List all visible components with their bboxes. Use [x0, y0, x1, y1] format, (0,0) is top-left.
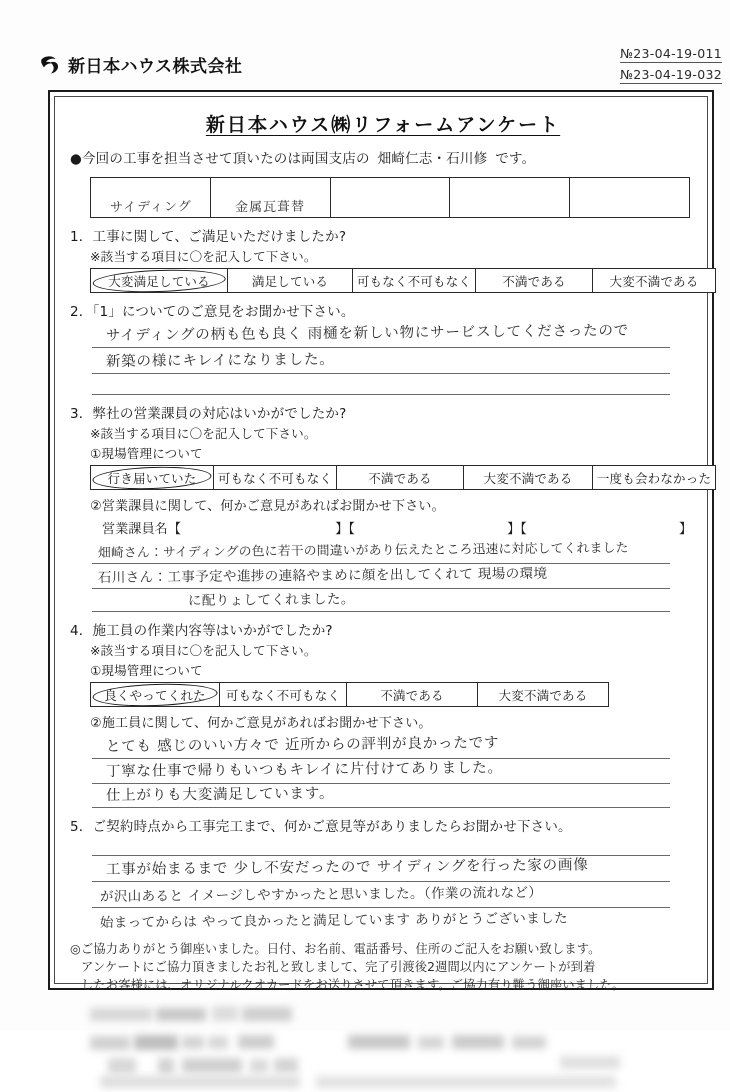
- footer-note: [70, 941, 698, 994]
- answer-line: [92, 882, 670, 908]
- q3-option-2-label: 不満である: [368, 470, 432, 486]
- q1-option-1[interactable]: [228, 269, 353, 293]
- redacted-block: [418, 1036, 444, 1049]
- intro-line: [70, 147, 698, 167]
- q4-option-2-label: 不満である: [380, 687, 444, 703]
- question-4-answer[interactable]: [92, 734, 698, 808]
- question-3-text: 弊社の営業課員の対応はいかがでしたか?: [92, 406, 347, 422]
- redacted-block: [156, 1008, 206, 1021]
- footer-note-line-3: したお客様には、オリジナルクオカードをお送りさせて頂きます。ご協力有り難う御座いました。: [81, 977, 625, 992]
- q4-option-1[interactable]: [220, 683, 347, 707]
- question-3-sub2: ②営業課員に関して、何かご意見があればお聞かせ下さい。: [90, 499, 445, 514]
- document-number-2: №23-04-19-032: [619, 67, 722, 82]
- company-logo-mark-icon: [38, 53, 61, 76]
- question-5-heading: [70, 815, 698, 835]
- company-brand: [38, 52, 243, 77]
- redacted-block: [238, 1035, 274, 1049]
- question-1-number: 1．: [70, 229, 93, 245]
- redacted-block: [182, 1036, 204, 1049]
- q3-option-3-label: 大変不満である: [483, 470, 573, 486]
- answer-line: [92, 784, 670, 808]
- table-row: [91, 269, 716, 293]
- answer-line: [92, 589, 670, 612]
- q1-option-1-label: 満足している: [251, 273, 329, 289]
- question-5-number: 5．: [70, 819, 93, 835]
- work-item-cell-5[interactable]: [570, 178, 690, 218]
- question-5-answer[interactable]: [92, 837, 698, 933]
- q4-answer-line-3: 仕上がりも大変満足しています。: [105, 785, 335, 805]
- q4-option-0[interactable]: [91, 683, 220, 707]
- question-4-options-table: [90, 682, 609, 707]
- answer-line: [92, 348, 670, 374]
- q1-option-0-label: 大変満足している: [108, 273, 210, 289]
- footer-note-line-2: アンケートにご協力頂きましたお礼と致しまして、完了引渡後2週間以内にアンケートが到着: [81, 959, 596, 974]
- q4-answer-line-2: 丁寧な仕事で帰りもいつもキレイに片付けてありました。: [105, 760, 503, 781]
- q1-option-3[interactable]: [476, 269, 593, 293]
- intro-text-before: 今回の工事を担当させて頂いたのは両国支店の: [81, 151, 370, 167]
- q4-option-1-label: 可もなく不可もなく: [225, 687, 341, 703]
- redacted-block: [212, 1006, 238, 1021]
- answer-line: [92, 539, 670, 564]
- q3-option-2[interactable]: [337, 466, 464, 490]
- q1-option-2[interactable]: [353, 269, 476, 293]
- redacted-block: [108, 1058, 136, 1074]
- footer-note-line-1: ◎ご協力ありがとう御座いました。日付、お名前、電話番号、住所のご記入をお願い致します。: [70, 942, 601, 956]
- answer-line: [92, 908, 670, 933]
- question-5-text: ご契約時点から工事完工まで、何かご意見等がありましたらお聞かせ下さい。: [92, 819, 572, 835]
- question-2-heading: [70, 300, 698, 320]
- q3-option-0-label: 行き届いていた: [107, 470, 197, 486]
- question-4-note: ※該当する項目に〇を記入して下さい。: [90, 643, 317, 658]
- intro-staff-names: 畑崎仁志・石川修: [377, 151, 488, 167]
- redacted-block: [348, 1035, 410, 1049]
- table-row: [91, 683, 609, 707]
- intro-bullet-icon: ●: [70, 151, 82, 167]
- q5-answer-line-3: が沢山あると イメージしやすかったと思いました。（作業の流れなど）: [99, 884, 543, 905]
- q3-answer-line-2: 石川さん：工事予定や進捗の連絡やまめに顔を出してくれて 現場の環境: [97, 565, 548, 586]
- q4-option-2[interactable]: [347, 683, 478, 707]
- question-3-note: ※該当する項目に〇を記入して下さい。: [90, 426, 317, 441]
- intro-text-after: です。: [495, 151, 536, 167]
- redacted-block: [250, 1059, 268, 1073]
- question-2-answer[interactable]: [92, 322, 698, 395]
- survey-form-frame: [48, 90, 714, 990]
- work-item-cell-1[interactable]: [91, 178, 211, 218]
- table-row: [91, 178, 690, 218]
- question-4-text: 施工員の作業内容等はいかがでしたか?: [92, 623, 333, 639]
- question-1-heading: [70, 225, 698, 245]
- q3-option-1[interactable]: [214, 466, 337, 490]
- question-4-sub1: ①現場管理について: [90, 663, 203, 678]
- redacted-block: [134, 1035, 178, 1050]
- q3-answer-line-3: に配りょしてくれました。: [187, 591, 355, 609]
- q1-option-4[interactable]: [593, 269, 716, 293]
- question-4-number: 4．: [70, 623, 93, 639]
- work-item-value-1: サイディング: [109, 199, 192, 216]
- survey-form-body: [50, 92, 716, 992]
- page-title: 新日本ハウス㈱リフォームアンケート: [205, 114, 561, 136]
- answer-line: [92, 564, 670, 589]
- question-3-heading: [70, 402, 698, 422]
- answer-line: [92, 322, 670, 348]
- q3-option-4-label: 一度も会わなかった: [596, 470, 712, 486]
- q3-option-1-label: 可もなく不可もなく: [217, 470, 333, 486]
- answer-line: [92, 374, 670, 395]
- company-name: 新日本ハウス株式会社: [68, 57, 243, 77]
- redacted-block: [512, 1036, 546, 1049]
- sales-staff-bracket-3: 】: [679, 522, 693, 537]
- q3-option-3[interactable]: [464, 466, 593, 490]
- answer-line: [92, 734, 670, 759]
- q5-answer-line-2: 工事が始まるまで 少し不安だったので サイディングを行った家の画像: [105, 857, 589, 879]
- redacted-personal-information: [90, 1006, 690, 1092]
- q4-option-3-label: 大変不満である: [498, 687, 588, 703]
- q3-option-4[interactable]: [593, 466, 716, 490]
- redacted-block: [242, 1007, 292, 1021]
- redacted-block: [274, 1058, 298, 1073]
- q5-answer-line-4: 始まってからは やって良かったと満足しています ありがとうございました: [99, 910, 569, 931]
- q4-option-3[interactable]: [478, 683, 609, 707]
- q4-option-0-label: 良くやってくれた: [104, 687, 206, 703]
- question-1-options-table: [90, 268, 716, 293]
- question-3-number: 3．: [70, 406, 93, 422]
- work-items-table: [90, 177, 690, 218]
- redacted-block: [452, 1035, 504, 1049]
- q2-answer-line-1: サイディングの柄も色も良く 雨樋を新しい物にサービスしてくださったので: [105, 322, 630, 345]
- q2-answer-line-2: 新築の様にキレイになりました。: [105, 351, 335, 371]
- sales-staff-name-label: 営業課員名【: [102, 522, 182, 537]
- question-3-options-table: [90, 465, 716, 490]
- sales-staff-name-row: [102, 518, 698, 537]
- question-1-note: ※該当する項目に〇を記入して下さい。: [90, 249, 317, 264]
- question-4-sub2: ②施工員に関して、何かご意見があればお聞かせ下さい。: [90, 716, 432, 731]
- redacted-block: [182, 1058, 242, 1073]
- redacted-block: [158, 1058, 174, 1074]
- q1-option-0[interactable]: [91, 269, 228, 293]
- redacted-block: [90, 1036, 130, 1050]
- q1-option-4-label: 大変不満である: [609, 273, 699, 289]
- q1-option-3-label: 不満である: [502, 273, 566, 289]
- redacted-block: [90, 1008, 152, 1021]
- question-2-text: 「1」についてのご意見をお聞かせ下さい。: [92, 304, 355, 320]
- work-item-cell-2[interactable]: [210, 178, 330, 218]
- letterhead: [0, 0, 730, 90]
- table-row: [91, 466, 716, 490]
- q4-answer-line-1: とても 感じのいい方々で 近所からの評判が良かったです: [105, 735, 500, 756]
- q1-option-2-label: 可もなく不可もなく: [356, 273, 472, 289]
- answer-line: [92, 759, 670, 784]
- redacted-block: [316, 1076, 616, 1088]
- document-numbers: [620, 46, 722, 88]
- work-item-value-2: 金属瓦葺替: [235, 199, 306, 216]
- sales-staff-bracket-2: 】【: [507, 522, 528, 537]
- question-4-heading: [70, 619, 698, 639]
- question-1-text: 工事に関して、ご満足いただけましたか?: [92, 229, 347, 245]
- answer-line: [92, 856, 670, 882]
- q3-answer-line-1: 畑崎さん：サイディングの色に若干の間違いがあり伝えたところ迅速に対応してくれました: [97, 540, 629, 561]
- question-3-answer[interactable]: [92, 539, 698, 612]
- work-item-cell-3[interactable]: [330, 178, 450, 218]
- document-number-1: №23-04-19-011: [619, 46, 722, 61]
- question-3-sub1: ①現場管理について: [90, 446, 203, 461]
- q3-option-0[interactable]: [91, 466, 214, 490]
- redacted-block: [208, 1036, 228, 1049]
- work-item-cell-4[interactable]: [450, 178, 570, 218]
- sales-staff-bracket-1: 】【: [335, 522, 356, 537]
- redacted-block: [100, 1076, 300, 1088]
- redacted-block: [560, 1056, 620, 1069]
- question-2-number: 2．: [70, 304, 93, 320]
